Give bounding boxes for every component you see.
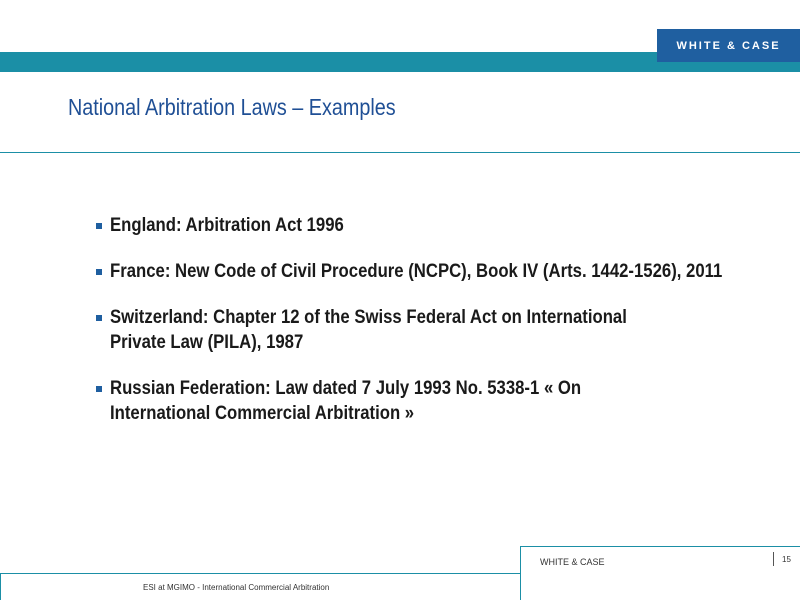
square-bullet-icon: [96, 223, 102, 229]
square-bullet-icon: [96, 315, 102, 321]
white-case-logo: [657, 29, 800, 62]
bullet-item: [96, 213, 776, 238]
logo-text: WHITE & CASE: [676, 39, 781, 52]
footer-brand: WHITE & CASE: [540, 557, 605, 567]
bullet-text: Switzerland: Chapter 12 of the Swiss Federal Act on International Private Law (PILA), 1987: [110, 307, 627, 353]
square-bullet-icon: [96, 386, 102, 392]
bullet-item: [96, 305, 776, 355]
title-divider: [0, 152, 800, 153]
bullet-text: France: New Code of Civil Procedure (NCPC), Book IV (Arts. 1442-1526), 2011: [110, 261, 723, 282]
bullet-text: England: Arbitration Act 1996: [110, 215, 344, 236]
bullet-item: [96, 259, 776, 284]
footer-separator: [773, 552, 774, 566]
bullet-list: [96, 213, 776, 447]
bullet-text: Russian Federation: Law dated 7 July 1993 No. 5338-1 « On International Commercial Arbitration »: [110, 378, 582, 424]
slide-title: National Arbitration Laws – Examples: [68, 94, 396, 120]
footer-caption: ESI at MGIMO - International Commercial Arbitration: [143, 583, 330, 592]
page-number: 15: [782, 555, 791, 564]
square-bullet-icon: [96, 269, 102, 275]
bullet-item: [96, 376, 776, 426]
